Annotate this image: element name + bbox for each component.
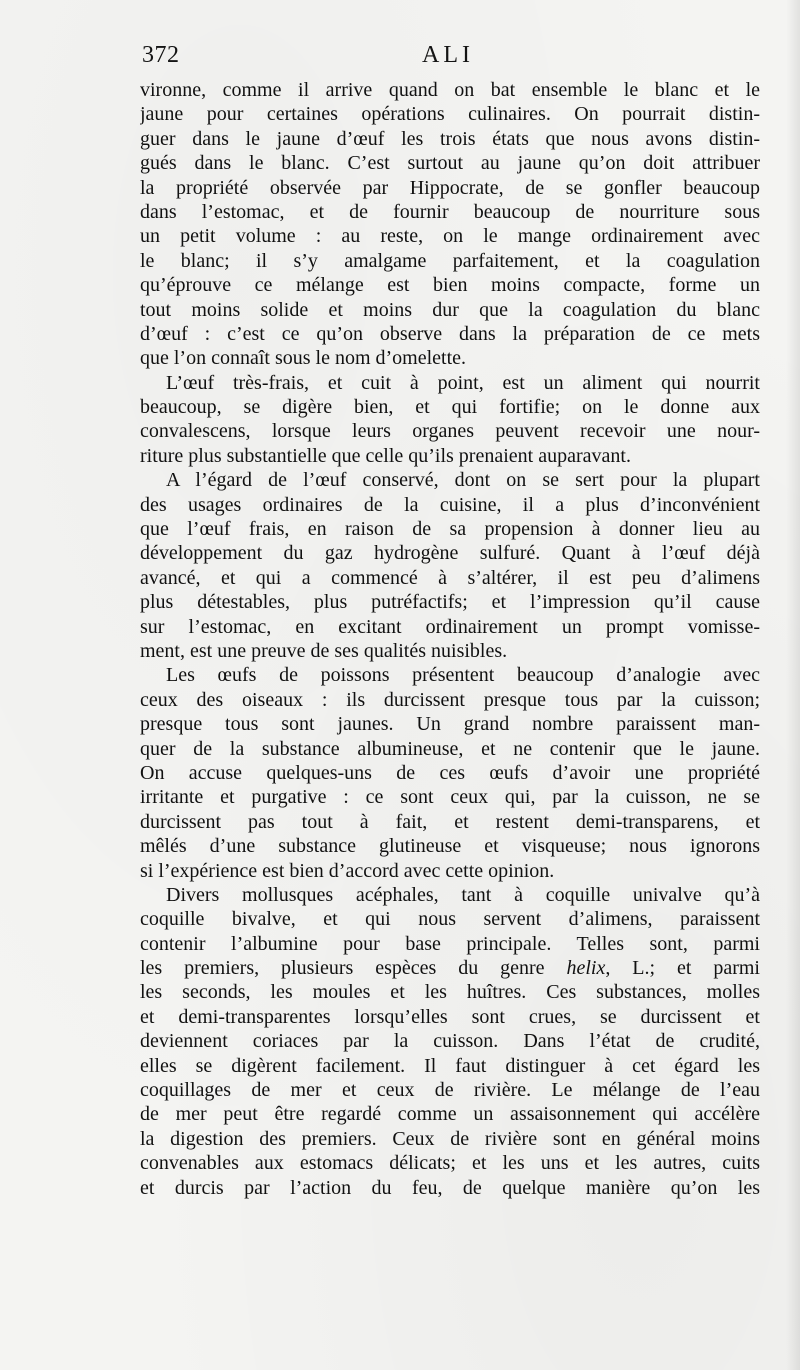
text-line: tout moins solide et moins dur que la coagulation du blanc	[140, 298, 760, 321]
text-line: des usages ordinaires de la cuisine, il a plus d’inconvénient	[140, 493, 760, 516]
text-line: ceux des oiseaux : ils durcissent presque tous par la cuisson;	[140, 688, 760, 711]
text-line: la propriété observée par Hippocrate, de se gonfler beaucoup	[140, 176, 760, 199]
text-line: Divers mollusques acéphales, tant à coquille univalve qu’à	[166, 883, 760, 906]
text-line: elles se digèrent facilement. Il faut distinguer à cet égard les	[140, 1054, 760, 1077]
text-line: plus détestables, plus putréfactifs; et l’impression qu’il cause	[140, 591, 760, 614]
italic-term: helix	[566, 957, 606, 980]
page-number: 372	[142, 42, 180, 68]
text-line: irritante et purgative : ce sont ceux qui, par la cuisson, ne se	[140, 786, 760, 809]
text-line: que l’œuf frais, en raison de sa propension à donner lieu au	[140, 518, 760, 541]
paragraph	[140, 663, 760, 883]
text-line: un petit volume : au reste, on le mange ordinairement avec	[140, 225, 760, 248]
text-line: guer dans le jaune d’œuf les trois états que nous avons distin-	[140, 127, 760, 150]
text-line	[140, 956, 760, 980]
paragraph	[140, 883, 760, 1200]
text-line: ment, est une preuve de ses qualités nuisibles.	[140, 639, 508, 662]
running-head	[142, 42, 760, 78]
text-line: de mer peut être regardé comme un assaisonnement qui accélère	[140, 1103, 760, 1126]
text-line: presque tous sont jaunes. Un grand nombre paraissent man-	[140, 713, 760, 736]
page-edge-shadow	[786, 0, 800, 1370]
text-line: d’œuf : c’est ce qu’on observe dans la préparation de ce mets	[140, 322, 760, 345]
text-line: avancé, et qui a commencé à s’altérer, il est peu d’alimens	[140, 566, 760, 589]
text-line: coquille bivalve, et qui nous servent d’alimens, paraissent	[140, 908, 760, 931]
text-line: beaucoup, se digère bien, et qui fortifie; on le donne aux	[140, 396, 760, 419]
text-line: et durcis par l’action du feu, de quelque manière qu’on les	[140, 1176, 760, 1199]
text-line: L’œuf très-frais, et cuit à point, est un aliment qui nourrit	[166, 371, 760, 394]
text-line: mêlés d’une substance glutineuse et visqueuse; nous ignorons	[140, 835, 760, 858]
text-line: quer de la substance albumineuse, et ne contenir que le jaune.	[140, 737, 760, 760]
text-line: deviennent coriaces par la cuisson. Dans l’état de crudité,	[140, 1030, 760, 1053]
text-line: jaune pour certaines opérations culinaires. On pourrait distin-	[140, 103, 760, 126]
paragraph	[140, 468, 760, 663]
paragraph	[140, 371, 760, 469]
text-run: , L.; et parmi	[605, 957, 760, 980]
text-line: coquillages de mer et ceux de rivière. Le mélange de l’eau	[140, 1079, 760, 1102]
text-line: et demi-transparentes lorsqu’elles sont crues, se durcissent et	[140, 1005, 760, 1028]
text-line: que l’on connaît sous le nom d’omelette.	[140, 347, 467, 370]
text-line: le blanc; il s’y amalgame parfaitement, et la coagulation	[140, 249, 760, 272]
text-line: sur l’estomac, en excitant ordinairement un prompt vomisse-	[140, 615, 760, 638]
text-line: durcissent pas tout à fait, et restent demi-transparens, et	[140, 810, 760, 833]
text-line: si l’expérience est bien d’accord avec cette opinion.	[140, 859, 555, 882]
text-line: la digestion des premiers. Ceux de rivière sont en général moins	[140, 1127, 760, 1150]
text-line: contenir l’albumine pour base principale. Telles sont, parmi	[140, 932, 760, 955]
text-line: vironne, comme il arrive quand on bat ensemble le blanc et le	[140, 79, 760, 101]
text-run: les premiers, plusieurs espèces du genre	[140, 957, 567, 980]
text-line: On accuse quelques-uns de ces œufs d’avoir une propriété	[140, 761, 760, 784]
text-line: Les œufs de poissons présentent beaucoup d’analogie avec	[166, 664, 760, 687]
text-line: développement du gaz hydrogène sulfuré. Quant à l’œuf déjà	[140, 542, 760, 565]
text-line: qu’éprouve ce mélange est bien moins compacte, forme un	[140, 274, 760, 297]
text-line: dans l’estomac, et de fournir beaucoup de nourriture sous	[140, 200, 760, 223]
paragraph	[140, 78, 760, 371]
text-line: les seconds, les moules et les huîtres. Ces substances, molles	[140, 981, 760, 1004]
text-line: riture plus substantielle que celle qu’ils prenaient auparavant.	[140, 444, 631, 467]
body-text	[140, 78, 760, 1200]
text-line: gués dans le blanc. C’est surtout au jaune qu’on doit attribuer	[140, 152, 760, 175]
text-line: convalescens, lorsque leurs organes peuvent recevoir une nour-	[140, 420, 760, 443]
text-line: A l’égard de l’œuf conservé, dont on se sert pour la plupart	[166, 469, 760, 492]
running-title: ALI	[422, 42, 474, 68]
text-line: convenables aux estomacs délicats; et les uns et les autres, cuits	[140, 1152, 760, 1175]
